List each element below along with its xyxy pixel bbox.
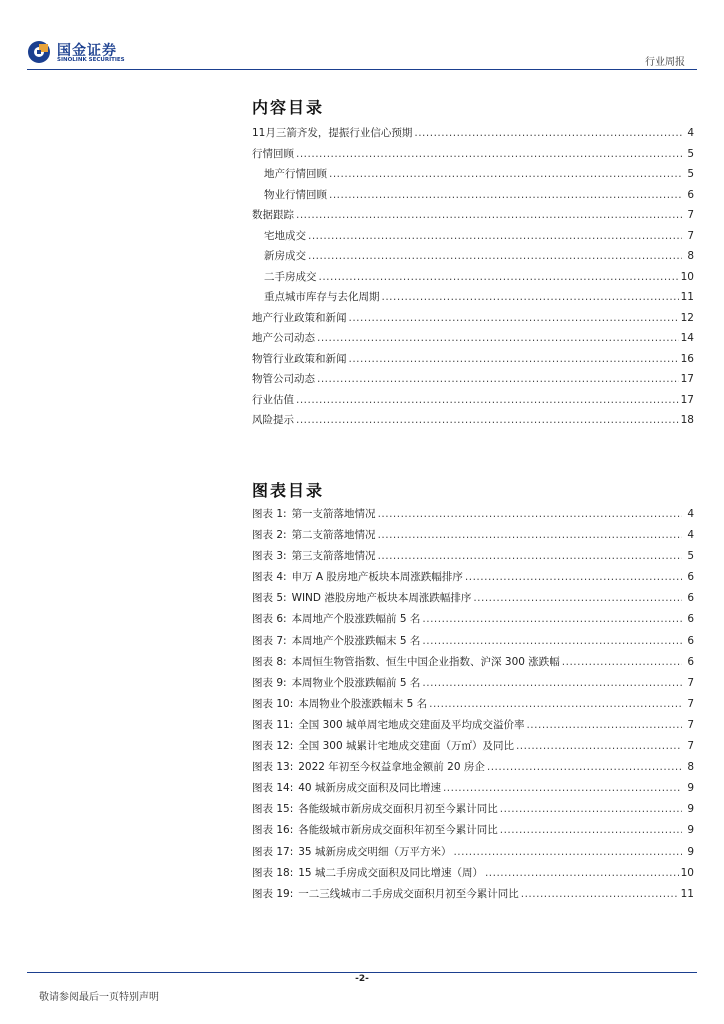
logo-english-name: SINOLINK SECURITIES (57, 57, 125, 63)
toc-entry-page: 17 (680, 393, 694, 406)
dot-leader (429, 694, 682, 715)
toc-entry[interactable] (252, 144, 694, 165)
dot-leader (296, 410, 679, 431)
toc-entry-page: 7 (687, 209, 694, 221)
header-divider (27, 69, 697, 70)
dot-leader (516, 736, 682, 757)
dot-leader (378, 504, 682, 525)
toc-entry[interactable] (252, 226, 694, 247)
figure-page: 7 (687, 676, 694, 689)
toc-entry-page: 12 (680, 311, 694, 324)
figure-entry[interactable] (252, 799, 694, 820)
figure-title: 本周地产个股涨跌幅前 5 名 (291, 613, 421, 626)
dot-leader (308, 246, 682, 267)
dot-leader (500, 799, 682, 820)
figure-title: 15 城二手房成交面积及同比增速（周） (298, 866, 483, 879)
figure-label: 图表 6: (252, 613, 287, 626)
dot-leader (349, 308, 679, 329)
figure-label: 图表 19: (252, 887, 294, 900)
toc-entry-text: 行情回顾 (252, 147, 294, 160)
figure-label: 图表 16: (252, 824, 294, 837)
toc-entry[interactable] (252, 185, 694, 206)
figure-title: 各能级城市新房成交面积月初至今累计同比 (298, 803, 498, 816)
figure-entry[interactable] (252, 504, 694, 525)
figure-label: 图表 4: (252, 571, 287, 584)
toc-entry[interactable] (252, 205, 694, 226)
figure-title: 本周物业个股涨跌幅前 5 名 (291, 676, 421, 689)
figure-page: 6 (687, 592, 694, 605)
figure-entry[interactable] (252, 736, 694, 757)
toc-entry-text: 二手房成交 (264, 270, 317, 283)
figure-title: 本周恒生物管指数、恒生中国企业指数、沪深 300 涨跌幅 (291, 655, 560, 668)
dot-leader (329, 164, 682, 185)
figure-title: 本周地产个股涨跌幅末 5 名 (291, 634, 421, 647)
toc-entry-page: 14 (680, 332, 694, 344)
figure-label: 图表 7: (252, 634, 287, 647)
figure-entry[interactable] (252, 884, 694, 905)
toc-entry-text: 新房成交 (264, 250, 306, 262)
dot-leader (378, 546, 682, 567)
dot-leader (378, 525, 682, 546)
toc-entry[interactable] (252, 328, 694, 349)
figure-title: 第三支箭落地情况 (291, 550, 376, 563)
page-header (0, 0, 724, 70)
figure-page: 8 (687, 761, 694, 774)
toc-entry-page: 5 (687, 147, 694, 160)
toc-title: 内容目录 (252, 98, 325, 117)
figure-entry[interactable] (252, 567, 694, 588)
toc-entry[interactable] (252, 267, 694, 288)
figure-page: 9 (687, 803, 694, 816)
dot-leader (308, 226, 682, 247)
dot-leader (296, 390, 679, 411)
toc-entry[interactable] (252, 123, 694, 144)
toc-entry-text: 重点城市库存与去化周期 (264, 291, 380, 303)
figure-title: 申万 A 股房地产板块本周涨跌幅排序 (291, 571, 463, 584)
dot-leader (485, 863, 679, 884)
toc-entry[interactable] (252, 410, 694, 431)
figure-entry[interactable] (252, 652, 694, 673)
figure-page: 6 (687, 571, 694, 584)
figure-entry[interactable] (252, 673, 694, 694)
figure-page: 4 (687, 529, 694, 542)
toc-entry-page: 11 (680, 291, 694, 303)
footer-disclaimer: 敬请参阅最后一页特别声明 (39, 992, 159, 1003)
dot-leader (296, 205, 682, 226)
toc-entry-text: 11月三箭齐发，提振行业信心预期 (252, 127, 413, 139)
figure-title: 35 城新房成交明细（万平方米） (298, 845, 452, 858)
figure-page: 7 (687, 697, 694, 710)
figure-entry[interactable] (252, 715, 694, 736)
figure-title: 2022 年初至今权益拿地金额前 20 房企 (298, 761, 485, 774)
figure-title: 全国 300 城单周宅地成交建面及平均成交溢价率 (298, 718, 525, 731)
figure-title: 各能级城市新房成交面积年初至今累计同比 (298, 824, 498, 837)
toc-entry-text: 物管公司动态 (252, 373, 315, 385)
page-number: -2- (355, 974, 369, 984)
figure-entry[interactable] (252, 609, 694, 630)
logo-chinese-name: 国金证券 (57, 43, 117, 59)
figure-page: 6 (687, 613, 694, 626)
toc-entry-text: 物管行业政策和新闻 (252, 352, 347, 365)
footer-divider (27, 972, 697, 973)
figure-label: 图表 9: (252, 676, 287, 689)
figure-label: 图表 15: (252, 803, 294, 816)
dot-leader (317, 328, 679, 349)
dot-leader (453, 842, 682, 863)
toc-entry[interactable] (252, 390, 694, 411)
dot-leader (319, 267, 679, 288)
dot-leader (329, 185, 682, 206)
figure-page: 7 (687, 718, 694, 731)
toc-entry-text: 地产行情回顾 (264, 168, 327, 180)
report-type-label: 行业周报 (645, 57, 685, 68)
figure-page: 9 (687, 845, 694, 858)
dot-leader (382, 287, 679, 308)
toc-entry-text: 地产公司动态 (252, 332, 315, 344)
figure-entry[interactable] (252, 588, 694, 609)
figure-label: 图表 10: (252, 697, 294, 710)
figure-entry[interactable] (252, 631, 694, 652)
toc-entry[interactable] (252, 164, 694, 185)
toc-entry[interactable] (252, 246, 694, 267)
figure-title: 本周物业个股涨跌幅末 5 名 (298, 697, 428, 710)
figure-label: 图表 8: (252, 655, 287, 668)
figure-label: 图表 17: (252, 845, 294, 858)
figure-page: 5 (687, 550, 694, 563)
dot-leader (487, 757, 682, 778)
toc-entry-text: 数据跟踪 (252, 209, 294, 221)
figure-title: 40 城新房成交面积及同比增速 (298, 782, 441, 795)
sinolink-logo-icon (27, 40, 51, 64)
figure-page: 4 (687, 508, 694, 520)
toc-entry[interactable] (252, 287, 694, 308)
figure-page: 6 (687, 655, 694, 668)
figures-title: 图表目录 (252, 481, 325, 500)
figure-label: 图表 12: (252, 740, 294, 753)
dot-leader (562, 652, 682, 673)
figure-entry[interactable] (252, 694, 694, 715)
dot-leader (526, 715, 682, 736)
dot-leader (317, 369, 679, 390)
toc-entry-text: 物业行情回顾 (264, 188, 327, 201)
figure-label: 图表 11: (252, 718, 294, 731)
figure-entry[interactable] (252, 820, 694, 841)
dot-leader (500, 820, 682, 841)
figure-label: 图表 13: (252, 761, 294, 774)
figure-title: 第二支箭落地情况 (291, 529, 376, 542)
toc-entry-page: 18 (680, 414, 694, 426)
table-of-contents (252, 123, 694, 431)
toc-entry-page: 8 (687, 250, 694, 262)
dot-leader (422, 609, 682, 630)
figure-label: 图表 5: (252, 592, 287, 605)
figure-page: 7 (687, 740, 694, 753)
dot-leader (465, 567, 682, 588)
figure-label: 图表 2: (252, 529, 287, 542)
figure-page: 9 (687, 782, 694, 795)
figure-entry[interactable] (252, 525, 694, 546)
toc-entry-text: 风险提示 (252, 414, 294, 426)
figure-entry[interactable] (252, 863, 694, 884)
toc-entry-text: 地产行业政策和新闻 (252, 311, 347, 324)
dot-leader (414, 123, 682, 144)
figure-page: 11 (680, 887, 694, 900)
toc-entry[interactable] (252, 349, 694, 370)
toc-entry-text: 宅地成交 (264, 229, 306, 242)
dot-leader (521, 884, 679, 905)
toc-entry[interactable] (252, 369, 694, 390)
figure-title: 第一支箭落地情况 (291, 508, 376, 520)
figure-entry[interactable] (252, 757, 694, 778)
brand-logo (27, 40, 147, 66)
toc-entry-page: 16 (680, 352, 694, 365)
figure-entry[interactable] (252, 546, 694, 567)
figure-entry[interactable] (252, 778, 694, 799)
dot-leader (443, 778, 682, 799)
toc-entry-page: 10 (680, 270, 694, 283)
figure-page: 9 (687, 824, 694, 837)
toc-entry-page: 5 (687, 168, 694, 180)
figure-entry[interactable] (252, 842, 694, 863)
dot-leader (473, 588, 682, 609)
toc-entry-page: 4 (687, 127, 694, 139)
figure-label: 图表 1: (252, 508, 287, 520)
toc-entry[interactable] (252, 308, 694, 329)
toc-entry-page: 17 (680, 373, 694, 385)
figure-label: 图表 3: (252, 550, 287, 563)
figure-title: 一二三线城市二手房成交面积月初至今累计同比 (298, 887, 519, 900)
dot-leader (422, 631, 682, 652)
dot-leader (296, 144, 682, 165)
figure-label: 图表 18: (252, 866, 294, 879)
figure-label: 图表 14: (252, 782, 294, 795)
figure-title: WIND 港股房地产板块本周涨跌幅排序 (291, 592, 472, 605)
list-of-figures (252, 504, 694, 905)
figure-page: 6 (687, 634, 694, 647)
toc-entry-page: 6 (687, 188, 694, 201)
toc-entry-page: 7 (687, 229, 694, 242)
dot-leader (422, 673, 682, 694)
figure-title: 全国 300 城累计宅地成交建面（万㎡）及同比 (298, 740, 514, 753)
dot-leader (349, 349, 679, 370)
toc-entry-text: 行业估值 (252, 393, 294, 406)
figure-page: 10 (680, 866, 694, 879)
